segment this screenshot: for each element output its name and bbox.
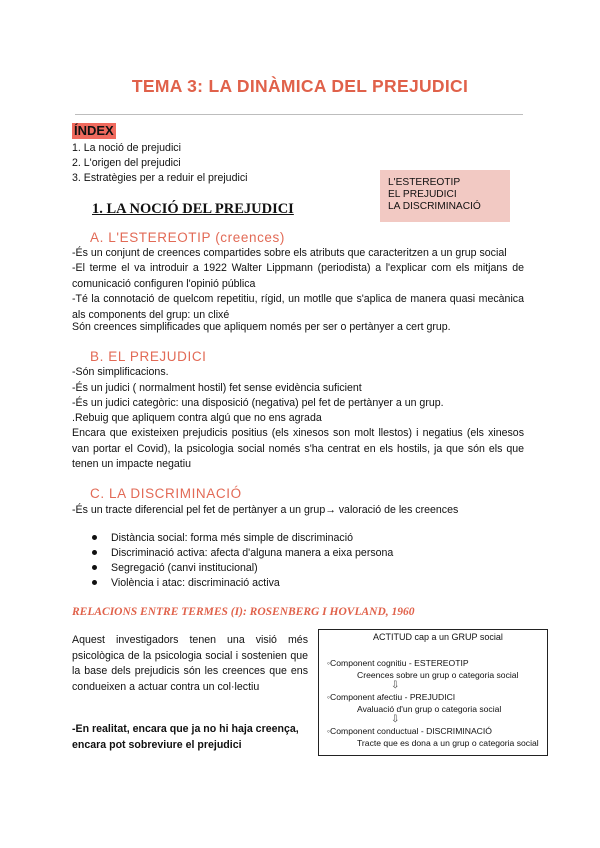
page-title: TEMA 3: LA DINÀMICA DEL PREJUDICI — [131, 76, 469, 96]
down-arrow-icon: ⇩ — [391, 714, 400, 725]
bullet-icon — [92, 550, 97, 555]
subsection-heading-discrimination: C. LA DISCRIMINACIÓ — [90, 486, 242, 501]
index-item: 3. Estratègies per a reduir el prejudici — [72, 172, 248, 184]
index-heading: ÍNDEX — [74, 123, 114, 138]
component-desc: Creences sobre un grup o categoria social — [357, 670, 519, 680]
paragraph-line: .Rebuig que apliquem contra algú que no ens agrada — [72, 412, 322, 424]
title-divider — [75, 114, 523, 115]
index-item: 2. L'origen del prejudici — [72, 157, 181, 169]
subsection-heading-prejudice: B. EL PREJUDICI — [90, 349, 207, 364]
bullet-icon — [92, 565, 97, 570]
bullet-list — [92, 531, 393, 591]
paragraph: Encara que existeixen prejudicis positius (els xinesos son molt llestos) i negatius (els xinesos van portar el Covid), la psicologia social només s'ha centrat en els hostils, ja que són els que tenen un impacte negatiu — [72, 427, 524, 470]
list-item: Violència i atac: discriminació activa — [92, 576, 393, 591]
relations-note: -En realitat, encara que ja no hi haja creença, encara pot sobreviure el prejudici — [72, 723, 299, 751]
paragraph-line: Són creences simplificades que apliquem només per ser o pertànyer a cert grup. — [72, 321, 451, 333]
paragraph-line: -Són simplificacions. — [72, 366, 169, 378]
component-label: ◦Component afectiu - PREJUDICI — [327, 692, 456, 702]
summary-box — [380, 170, 510, 222]
paragraph-line: -És un judici ( normalment hostil) fet sense evidència suficient — [72, 382, 362, 394]
relations-heading: RELACIONS ENTRE TERMES (I): ROSENBERG I HOVLAND, 1960 — [72, 606, 415, 618]
component-desc: Tracte que es dona a un grup o categoria social — [357, 738, 539, 748]
bullet-icon — [92, 535, 97, 540]
component-label: ◦Component conductual - DISCRIMINACIÓ — [327, 726, 492, 736]
index-item: 1. La noció de prejudici — [72, 142, 181, 154]
list-item: Segregació (canvi institucional) — [92, 561, 393, 576]
paragraph-line: -És un conjunt de creences compartides sobre els atributs que caracteritzen a un grup social — [72, 247, 507, 259]
paragraph: -El terme el va introduir a 1922 Walter Lippmann (periodista) a l'explicar com els mitjans de comunicació configuren l'opinió pública — [72, 262, 524, 290]
paragraph: -Té la connotació de quelcom repetitiu, rígid, un motlle que s'aplica de manera quasi mecànica als components del grup: un clixé — [72, 293, 524, 321]
attitude-diagram — [318, 629, 548, 756]
subsection-heading-stereotype: A. L'ESTEREOTIP (creences) — [90, 230, 285, 245]
summary-item: LA DISCRIMINACIÓ — [388, 201, 481, 212]
summary-item: L'ESTEREOTIP — [388, 177, 461, 188]
paragraph-line: -És un tracte diferencial pel fet de pertànyer a un grup→ valoració de les creences — [72, 504, 459, 516]
paragraph-line: -És un judici categòric: una disposició (negativa) pel fet de pertànyer a un grup. — [72, 397, 444, 409]
diagram-title: ACTITUD cap a un GRUP social — [373, 632, 503, 642]
down-arrow-icon: ⇩ — [391, 680, 400, 691]
list-item: Discriminació activa: afecta d'alguna manera a eixa persona — [92, 546, 393, 561]
component-label: ◦Component cognitiu - ESTEREOTIP — [327, 658, 469, 668]
section-heading: 1. LA NOCIÓ DEL PREJUDICI — [92, 201, 294, 217]
component-desc: Avaluació d'un grup o categoria social — [357, 704, 502, 714]
summary-item: EL PREJUDICI — [388, 189, 457, 200]
list-item: Distància social: forma més simple de discriminació — [92, 531, 393, 546]
relations-paragraph: Aquest investigadors tenen una visió més psicològica de la psicologia social i sostenien que la base dels prejudicis són les creences que ens condueixen a actuar contra un col·lectiu — [72, 634, 308, 693]
bullet-icon — [92, 580, 97, 585]
